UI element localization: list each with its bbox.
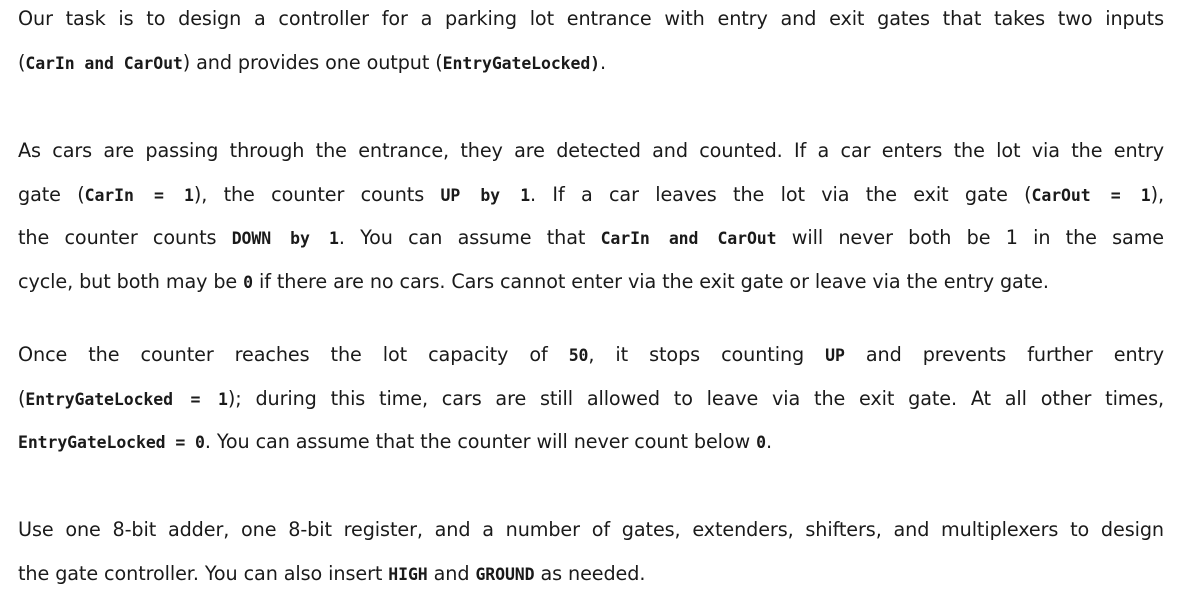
body-text: cycle, but both may be [18, 270, 244, 293]
paragraph-line [18, 0, 1164, 41]
body-text: and prevents further entry [844, 343, 1164, 366]
body-text: ) and provides one output ( [182, 51, 443, 74]
body-text: will never both be 1 in the same [776, 226, 1165, 249]
code-text: 0 [756, 433, 766, 452]
code-text: CarOut = 1 [1031, 186, 1151, 205]
body-text: . You can assume that the counter will never count below [204, 430, 757, 453]
body-text: ), the counter counts [193, 183, 441, 206]
body-text: , it stops counting [588, 343, 826, 366]
paragraph-line [18, 260, 1049, 304]
body-text: As cars are passing through the entrance, they are detected and counted. If a car enters the lot via the entry [18, 139, 1164, 162]
code-text: UP by 1 [440, 186, 531, 205]
paragraph-line [18, 216, 1164, 260]
body-text: . You can assume that [338, 226, 601, 249]
paragraph-line [18, 129, 1164, 173]
body-text: if there are no cars. Cars cannot enter via the exit gate or leave via the entry gate. [252, 270, 1049, 293]
body-text: the gate controller. You can also insert [18, 562, 389, 585]
body-text: Once the counter reaches the lot capacity of [18, 343, 569, 366]
paragraph-line [18, 508, 1164, 552]
body-text: the counter counts [18, 226, 232, 249]
body-text: ( [18, 51, 26, 74]
code-text: CarIn and CarOut [600, 229, 777, 248]
body-text: . If a car leaves the lot via the exit gate ( [530, 183, 1032, 206]
code-text: 0 [243, 273, 253, 292]
body-text: as needed. [534, 562, 646, 585]
code-text: GROUND [475, 565, 535, 584]
code-text: DOWN by 1 [231, 229, 339, 248]
body-text: Use one 8-bit adder, one 8-bit register, and a number of gates, extenders, shifters, and multiplexers to design [18, 518, 1164, 541]
paragraph-line [18, 377, 1164, 421]
paragraph-line [18, 420, 772, 464]
code-text: UP [825, 346, 845, 365]
body-text: . [600, 51, 606, 74]
paragraph-line [18, 173, 1164, 217]
body-text: and [427, 562, 476, 585]
body-text: ), [1150, 183, 1164, 206]
code-text: EntryGateLocked) [442, 54, 600, 73]
body-text: gate ( [18, 183, 85, 206]
paragraph-line [18, 41, 606, 85]
body-text: ); during this time, cars are still allowed to leave via the exit gate. At all other times, [227, 387, 1164, 410]
paragraph-line [18, 333, 1164, 377]
code-text: HIGH [388, 565, 428, 584]
code-text: EntryGateLocked = 1 [25, 390, 228, 409]
body-text: . [766, 430, 772, 453]
code-text: EntryGateLocked = 0 [18, 433, 205, 452]
body-text: Our task is to design a controller for a parking lot entrance with entry and exit gates that takes two inputs [18, 7, 1164, 30]
code-text: CarIn and CarOut [25, 54, 183, 73]
paragraph-line [18, 552, 645, 596]
code-text: CarIn = 1 [84, 186, 194, 205]
body-text: ( [18, 387, 26, 410]
code-text: 50 [568, 346, 589, 365]
